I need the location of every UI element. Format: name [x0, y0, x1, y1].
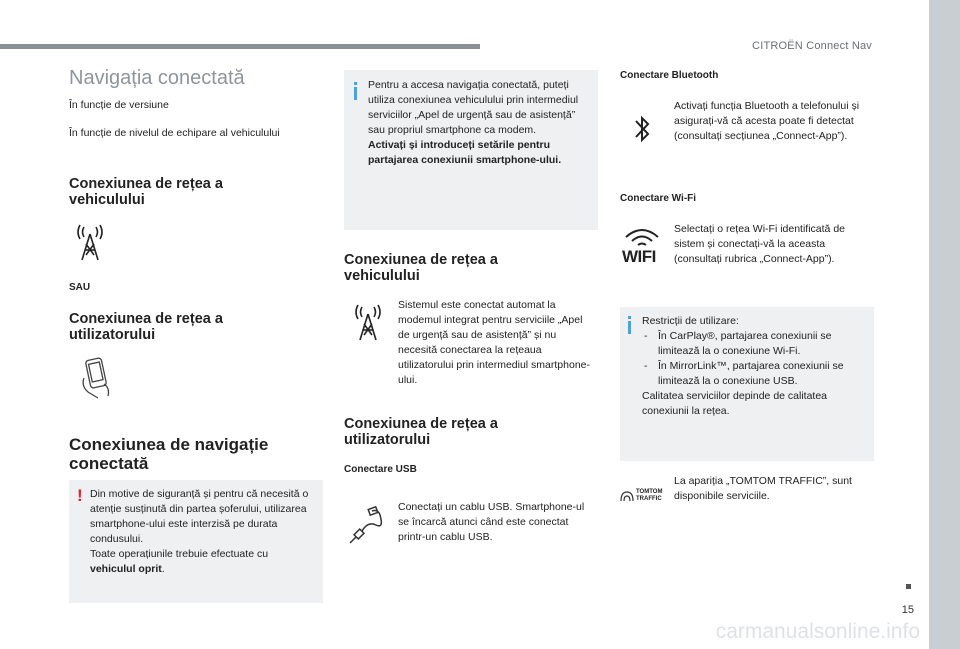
section-connected-navigation-title: Conexiunea de navigație conectată	[69, 435, 269, 473]
section-vehicle-network-title-2: Conexiunea de rețea a vehiculului	[344, 252, 498, 284]
wifi-icon	[620, 225, 664, 269]
info-text: Pentru a accesa navigația conectată, puteți utiliza conexiunea vehiculului prin intermediul serviciilor „Apel de urgență sau de asistență” sau propriul smartphone ca modem. Activați și introduceți setările pentru partajarea conexiunii smartphone-ului.	[368, 79, 579, 166]
smartphone-hand-icon	[76, 356, 116, 400]
usb-cable-icon	[346, 505, 388, 547]
restrictions-block	[642, 314, 868, 419]
restriction-item: - În MirrorLink™, partajarea conexiunii se limitează la o conexiune USB.	[642, 359, 868, 389]
wifi-label: Conectare Wi-Fi	[620, 193, 697, 204]
warning-text: Din motive de siguranță și pentru că necesită o atenție susținută din partea șoferului, utilizarea smartphone-ului este interzisă pe durata condusului. Toate operațiunile trebuie efectuate cu vehiculul oprit.	[90, 488, 309, 575]
brand-label: CITROËN Connect Nav	[752, 40, 872, 52]
bluetooth-icon	[632, 112, 654, 146]
bluetooth-label: Conectare Bluetooth	[620, 70, 719, 81]
page-side-strip	[929, 0, 960, 649]
wifi-icon-text: WIFI	[622, 247, 656, 266]
usb-text: Conectați un cablu USB. Smartphone-ul se încarcă atunci când este conectat printr-un cablu USB.	[398, 501, 585, 543]
page-marker	[906, 584, 911, 589]
restriction-item: - În CarPlay®, partajarea conexiunii se limitează la o conexiune Wi-Fi.	[642, 329, 868, 359]
info-icon	[354, 87, 357, 100]
vehicle-network-text: Sistemul este conectat automat la modemul integrat pentru serviciile „Apel de urgență sau de asistență” și nu necesită conectarea la rețeaua utilizatorului prin intermediul smartphone-ului.	[398, 299, 591, 386]
antenna-icon	[72, 222, 108, 262]
warning-exclamation-icon: !	[77, 486, 83, 505]
tomtom-traffic-icon: TOMTOM TRAFFIC	[620, 488, 666, 506]
usb-label: Conectare USB	[344, 464, 417, 475]
section-user-network-title: Conexiunea de rețea a utilizatorului	[69, 311, 223, 343]
tomtom-text: La apariția „TOMTOM TRAFFIC”, sunt disponibile serviciile.	[674, 475, 852, 502]
page-number: 15	[901, 604, 914, 616]
restrictions-title: Restricții de utilizare:	[642, 315, 739, 327]
antenna-icon-2	[350, 302, 386, 342]
page-title: Navigația conectată	[69, 67, 245, 89]
header-bar	[0, 44, 480, 49]
info-box-access	[344, 70, 598, 230]
subtitle-version: În funcție de versiune	[69, 99, 169, 111]
or-label: SAU	[69, 282, 91, 293]
bluetooth-text: Activați funcția Bluetooth a telefonului și asigurați-vă că acesta poate fi detectat (consultați secțiunea „Connect-App”).	[674, 100, 860, 142]
subtitle-equipment: În funcție de nivelul de echipare al vehiculului	[69, 127, 280, 139]
info-box-restrictions	[620, 307, 874, 461]
wifi-text: Selectați o rețea Wi-Fi identificată de sistem și conectați-vă la aceasta (consultați rubrica „Connect-App”).	[674, 223, 845, 265]
section-vehicle-network-title: Conexiunea de rețea a vehiculului	[69, 176, 223, 208]
warning-box	[69, 480, 323, 603]
restrictions-note: Calitatea serviciilor depinde de calitatea conexiunii la rețea.	[642, 390, 828, 417]
section-user-network-title-2: Conexiunea de rețea a utilizatorului	[344, 416, 498, 448]
info-icon-2	[628, 321, 631, 334]
watermark: carmanualsonline.info	[715, 620, 920, 643]
